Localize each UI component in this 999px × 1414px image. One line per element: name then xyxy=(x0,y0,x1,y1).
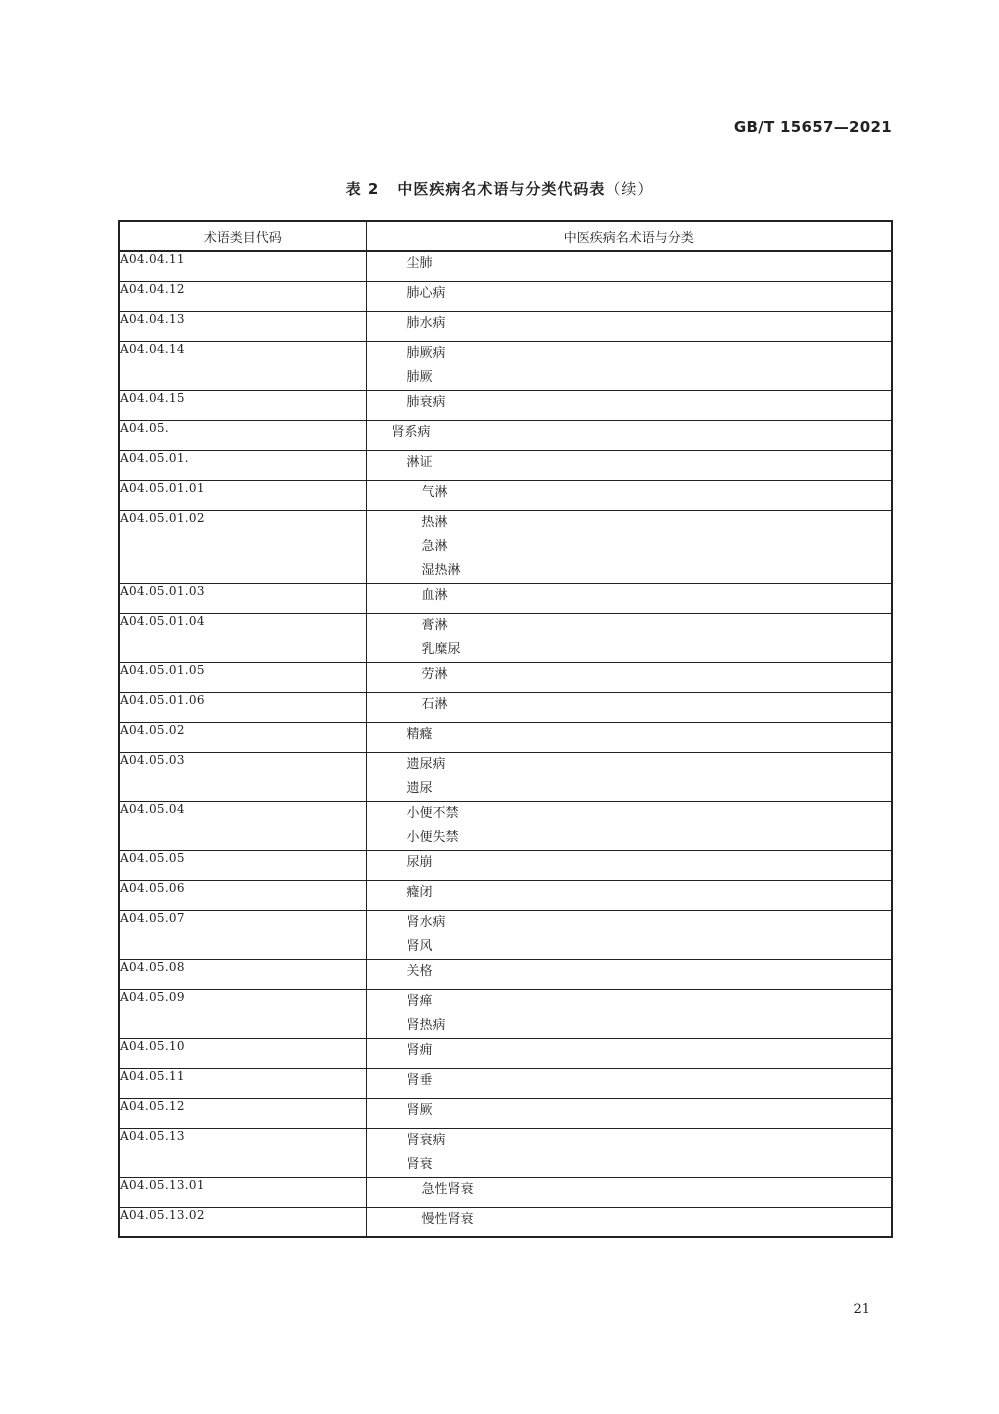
disease-term-cell xyxy=(366,450,892,480)
table-row xyxy=(119,390,892,420)
category-code: A04.05.08 xyxy=(119,959,366,989)
disease-term-cell xyxy=(366,1068,892,1098)
disease-term: 小便不禁 xyxy=(406,805,459,821)
table-row xyxy=(119,583,892,613)
disease-term-cell xyxy=(366,390,892,420)
table-header-row xyxy=(119,221,892,251)
table-row xyxy=(119,1177,892,1207)
table-row xyxy=(119,251,892,281)
table-row xyxy=(119,989,892,1038)
category-code: A04.05.05 xyxy=(119,850,366,880)
disease-term-cell xyxy=(366,420,892,450)
category-code: A04.05.04 xyxy=(119,801,366,850)
table-row xyxy=(119,613,892,662)
table-row xyxy=(119,850,892,880)
disease-term-cell xyxy=(366,281,892,311)
disease-term: 急性肾衰 xyxy=(421,1181,474,1197)
category-code: A04.05.02 xyxy=(119,722,366,752)
disease-term: 肾垂 xyxy=(406,1072,433,1088)
disease-term: 劳淋 xyxy=(421,666,448,682)
disease-term: 血淋 xyxy=(421,587,448,603)
disease-term-cell xyxy=(366,583,892,613)
disease-term-cell xyxy=(366,510,892,583)
category-code: A04.05.01.04 xyxy=(119,613,366,662)
table-row xyxy=(119,959,892,989)
disease-term: 肺心病 xyxy=(406,285,446,301)
disease-term-cell xyxy=(366,341,892,390)
table-row xyxy=(119,311,892,341)
category-code: A04.04.14 xyxy=(119,341,366,390)
disease-term: 膏淋 xyxy=(421,617,448,633)
page-number: 21 xyxy=(853,1302,870,1317)
disease-term: 尿崩 xyxy=(406,854,433,870)
continued-marker: （续） xyxy=(605,180,654,198)
disease-term-cell xyxy=(366,850,892,880)
category-code: A04.04.15 xyxy=(119,390,366,420)
disease-term-cell xyxy=(366,613,892,662)
disease-term-cell xyxy=(366,801,892,850)
disease-term-cell xyxy=(366,480,892,510)
disease-term-cell xyxy=(366,662,892,692)
disease-term-cell xyxy=(366,1128,892,1177)
disease-term: 肾水病 xyxy=(406,914,446,930)
table-row xyxy=(119,510,892,583)
category-code: A04.05.01.02 xyxy=(119,510,366,583)
standard-number: GB/T 15657—2021 xyxy=(733,118,892,136)
table-row xyxy=(119,752,892,801)
category-code: A04.05.13.01 xyxy=(119,1177,366,1207)
disease-term-cell xyxy=(366,311,892,341)
disease-term: 急淋 xyxy=(421,538,448,554)
category-code: A04.05.01. xyxy=(119,450,366,480)
disease-term: 肾厥 xyxy=(406,1102,433,1118)
category-code: A04.04.11 xyxy=(119,251,366,281)
category-code: A04.05.09 xyxy=(119,989,366,1038)
table-row xyxy=(119,1207,892,1237)
table-row xyxy=(119,662,892,692)
table-row xyxy=(119,1128,892,1177)
disease-term: 肺衰病 xyxy=(406,394,446,410)
disease-term-cell xyxy=(366,1038,892,1068)
disease-term: 肺水病 xyxy=(406,315,446,331)
disease-term: 石淋 xyxy=(421,696,448,712)
category-code: A04.05.06 xyxy=(119,880,366,910)
table-caption xyxy=(0,178,999,199)
disease-term: 精癃 xyxy=(406,726,433,742)
table-row xyxy=(119,420,892,450)
disease-term: 关格 xyxy=(406,963,433,979)
disease-term: 淋证 xyxy=(406,454,433,470)
table-number: 表 2 xyxy=(345,180,380,198)
disease-term: 肾系病 xyxy=(391,424,431,440)
table-row xyxy=(119,281,892,311)
disease-term: 肾衰病 xyxy=(406,1132,446,1148)
disease-term: 肾衰 xyxy=(406,1156,433,1172)
disease-term: 慢性肾衰 xyxy=(421,1211,474,1227)
table-row xyxy=(119,722,892,752)
disease-term: 肺厥病 xyxy=(406,345,446,361)
disease-term: 肾痈 xyxy=(406,1042,433,1058)
category-code: A04.05.13.02 xyxy=(119,1207,366,1237)
table-row xyxy=(119,801,892,850)
disease-term: 癃闭 xyxy=(406,884,433,900)
disease-term: 乳糜尿 xyxy=(421,641,461,657)
disease-term-cell xyxy=(366,251,892,281)
disease-term-cell xyxy=(366,1098,892,1128)
category-code: A04.05.01.06 xyxy=(119,692,366,722)
disease-term-cell xyxy=(366,752,892,801)
disease-term-cell xyxy=(366,722,892,752)
disease-term: 遗尿 xyxy=(406,780,433,796)
disease-term: 小便失禁 xyxy=(406,829,459,845)
table-row xyxy=(119,1038,892,1068)
category-code: A04.04.13 xyxy=(119,311,366,341)
table-row xyxy=(119,1068,892,1098)
category-code: A04.05.01.03 xyxy=(119,583,366,613)
disease-term: 湿热淋 xyxy=(421,562,461,578)
category-code: A04.05.01.01 xyxy=(119,480,366,510)
category-code: A04.05. xyxy=(119,420,366,450)
table-row xyxy=(119,480,892,510)
category-code: A04.04.12 xyxy=(119,281,366,311)
column-header-term: 中医疾病名术语与分类 xyxy=(366,221,892,251)
category-code: A04.05.13 xyxy=(119,1128,366,1177)
disease-term: 气淋 xyxy=(421,484,448,500)
disease-term: 尘肺 xyxy=(406,256,433,271)
table-row xyxy=(119,880,892,910)
disease-term: 遗尿病 xyxy=(406,756,446,772)
classification-code-table xyxy=(118,220,893,1238)
disease-term: 热淋 xyxy=(421,514,448,530)
disease-term-cell xyxy=(366,989,892,1038)
column-header-code: 术语类目代码 xyxy=(119,221,366,251)
disease-term-cell xyxy=(366,692,892,722)
table-row xyxy=(119,692,892,722)
disease-term: 肾热病 xyxy=(406,1017,446,1033)
disease-term-cell xyxy=(366,1177,892,1207)
table-row xyxy=(119,1098,892,1128)
table-row xyxy=(119,341,892,390)
category-code: A04.05.11 xyxy=(119,1068,366,1098)
table-title: 中医疾病名术语与分类代码表 xyxy=(397,180,606,198)
category-code: A04.05.03 xyxy=(119,752,366,801)
category-code: A04.05.12 xyxy=(119,1098,366,1128)
category-code: A04.05.07 xyxy=(119,910,366,959)
disease-term: 肾风 xyxy=(406,938,433,954)
disease-term-cell xyxy=(366,1207,892,1237)
category-code: A04.05.10 xyxy=(119,1038,366,1068)
category-code: A04.05.01.05 xyxy=(119,662,366,692)
table-row xyxy=(119,910,892,959)
disease-term: 肾瘅 xyxy=(406,993,433,1009)
disease-term-cell xyxy=(366,959,892,989)
table-row xyxy=(119,450,892,480)
disease-term-cell xyxy=(366,880,892,910)
disease-term: 肺厥 xyxy=(406,369,433,385)
disease-term-cell xyxy=(366,910,892,959)
